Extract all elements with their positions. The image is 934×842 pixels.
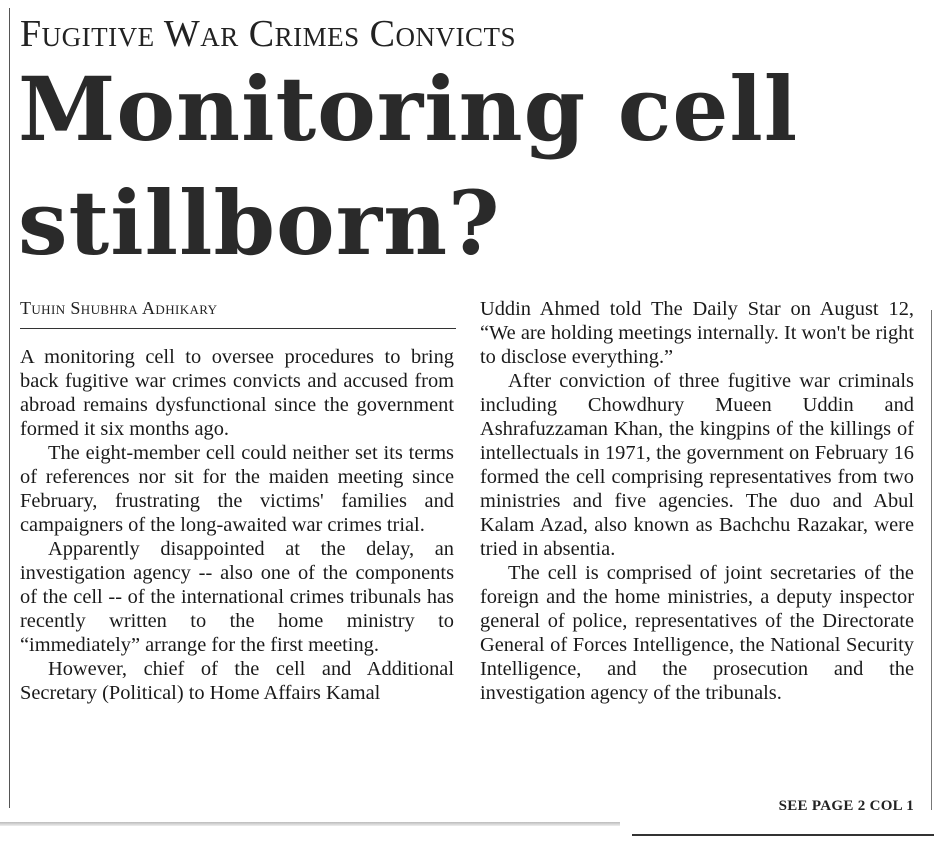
paragraph: Uddin Ahmed told The Daily Star on August 12, “We are holding meetings internally. It won't be right to disclose everything.” [480, 298, 914, 368]
paragraph: However, chief of the cell and Additional Secretary (Political) to Home Affairs Kamal [20, 658, 454, 704]
paragraph: The cell is comprised of joint secretaries of the foreign and the home ministries, a deputy inspector general of police, representatives of the Directorate General of Forces Intelligence, the National Security Intelligence, and the prosecution and the investigation agency of the tribunals. [480, 562, 914, 704]
headline: Monitoring cell stillborn? [18, 57, 799, 275]
byline-rule [20, 328, 456, 329]
right-column-rule [931, 310, 932, 810]
bottom-rule [632, 834, 934, 836]
left-column-rule [9, 8, 10, 808]
continued-on-label: SEE PAGE 2 COL 1 [778, 798, 914, 814]
paragraph: Apparently disappointed at the delay, an investigation agency -- also one of the components of the cell -- of the international crimes tribunals has recently written to the home ministry to “immediately” arrange for the first meeting. [20, 538, 454, 656]
body-column-2 [480, 297, 914, 705]
paragraph: A monitoring cell to oversee procedures to bring back fugitive war crimes convicts and accused from abroad remains dysfunctional since the government formed it six months ago. [20, 346, 454, 440]
byline: Tuhin Shubhra Adhikary [20, 298, 218, 318]
paragraph: After conviction of three fugitive war criminals including Chowdhury Mueen Uddin and Ashrafuzzaman Khan, the kingpins of the killings of intellectuals in 1971, the government on February 16 formed the cell comprising representatives from two ministries and five agencies. The duo and Abul Kalam Azad, also known as Bachchu Razakar, were tried in absentia. [480, 370, 914, 560]
body-column-1 [20, 345, 454, 705]
bottom-rule [0, 822, 620, 826]
paragraph: The eight-member cell could neither set its terms of references nor sit for the maiden meeting since February, frustrating the victims' families and campaigners of the long-awaited war crimes trial. [20, 442, 454, 536]
kicker: Fugitive War Crimes Convicts [20, 13, 516, 55]
